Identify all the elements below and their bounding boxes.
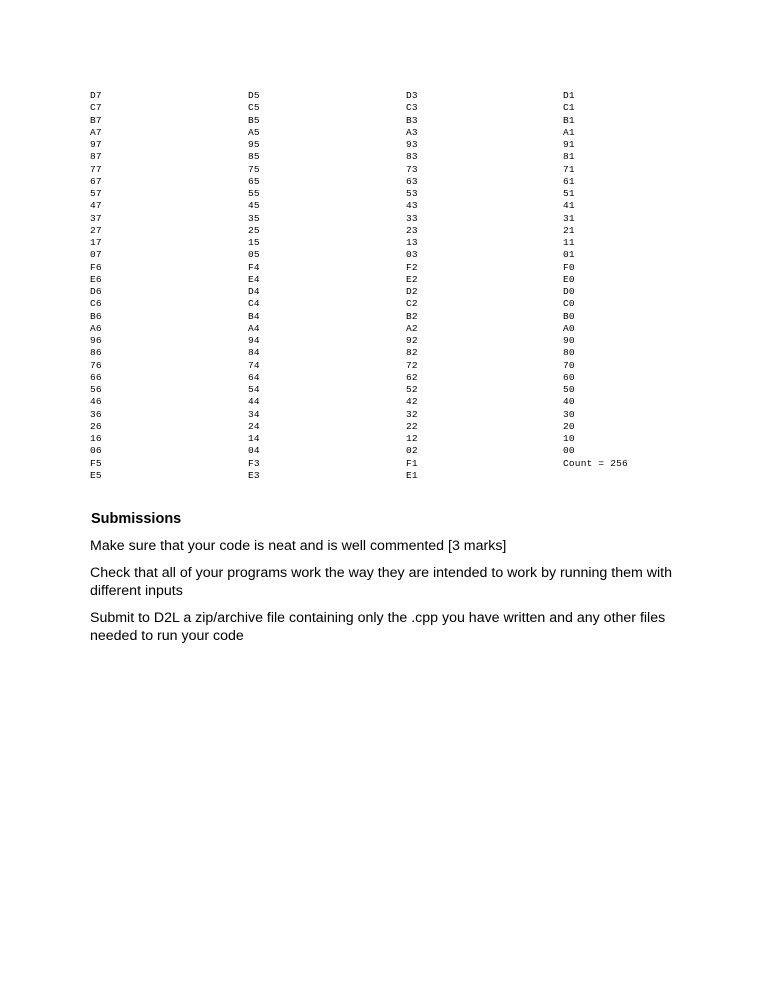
hex-value: 92 <box>406 335 418 346</box>
hex-value: 11 <box>563 237 575 248</box>
hex-value: D4 <box>248 286 260 297</box>
hex-value: 04 <box>248 445 260 457</box>
hex-value: D5 <box>248 90 260 101</box>
hex-value: F1 <box>406 457 418 469</box>
hex-value: 61 <box>563 175 575 187</box>
hex-value: D7 <box>90 90 102 101</box>
hex-value: 05 <box>248 249 260 261</box>
hex-value: A6 <box>90 322 102 334</box>
hex-value: 56 <box>90 384 102 395</box>
hex-value: 01 <box>563 249 575 261</box>
hex-value: 14 <box>248 433 260 444</box>
hex-value: D2 <box>406 286 418 297</box>
hex-value: 03 <box>406 249 418 261</box>
hex-value: 27 <box>90 224 102 236</box>
hex-value: 84 <box>248 347 260 359</box>
hex-value: 07 <box>90 249 102 261</box>
hex-value: 36 <box>90 408 102 420</box>
hex-value: C2 <box>406 298 418 310</box>
hex-value: 44 <box>248 396 260 408</box>
hex-value: 54 <box>248 384 260 395</box>
hex-value: F6 <box>90 261 102 273</box>
paragraph-code-neatness: Make sure that your code is neat and is well commented [3 marks] <box>90 538 507 554</box>
hex-value: D0 <box>563 286 575 297</box>
hex-value: 23 <box>406 224 418 236</box>
hex-value: C5 <box>248 102 260 114</box>
hex-value: 64 <box>248 371 260 383</box>
hex-value: C4 <box>248 298 260 310</box>
hex-value: 60 <box>563 371 575 383</box>
hex-value: 65 <box>248 175 260 187</box>
hex-value: 83 <box>406 151 418 163</box>
hex-value: A3 <box>406 126 418 138</box>
hex-value: B6 <box>90 310 102 322</box>
hex-value: 24 <box>248 420 260 432</box>
hex-value: 53 <box>406 188 418 199</box>
hex-value: 50 <box>563 384 575 395</box>
hex-value: E1 <box>406 469 418 481</box>
hex-value: 87 <box>90 151 102 163</box>
hex-value: 74 <box>248 359 260 371</box>
hex-value: 45 <box>248 200 260 212</box>
hex-value: C0 <box>563 298 575 310</box>
hex-value: C3 <box>406 102 418 114</box>
section-heading: Submissions <box>91 511 182 527</box>
hex-value: 26 <box>90 420 102 432</box>
hex-value: 34 <box>248 408 260 420</box>
hex-value: C7 <box>90 102 102 114</box>
hex-column-4 <box>563 90 703 470</box>
hex-value: 46 <box>90 396 102 408</box>
hex-value: 00 <box>563 445 575 457</box>
hex-value: 16 <box>90 433 102 444</box>
hex-value: Count = 256 <box>563 457 628 469</box>
hex-value: E2 <box>406 273 418 285</box>
hex-value: 90 <box>563 335 575 346</box>
hex-value: 70 <box>563 359 575 371</box>
hex-value: 67 <box>90 175 102 187</box>
hex-value: 42 <box>406 396 418 408</box>
hex-value: 72 <box>406 359 418 371</box>
hex-value: E4 <box>248 273 260 285</box>
hex-value: B2 <box>406 310 418 322</box>
hex-value: 73 <box>406 163 418 175</box>
hex-value: 51 <box>563 188 575 199</box>
hex-value: 35 <box>248 212 260 224</box>
hex-value: 31 <box>563 212 575 224</box>
hex-value: E3 <box>248 469 260 481</box>
hex-value: 71 <box>563 163 575 175</box>
hex-value: F5 <box>90 457 102 469</box>
hex-value: 81 <box>563 151 575 163</box>
hex-value: A0 <box>563 322 575 334</box>
hex-value: 47 <box>90 200 102 212</box>
hex-value: C1 <box>563 102 575 114</box>
hex-value: 75 <box>248 163 260 175</box>
hex-value: 12 <box>406 433 418 444</box>
hex-value: 57 <box>90 188 102 199</box>
hex-value: 62 <box>406 371 418 383</box>
hex-value: 95 <box>248 139 260 150</box>
hex-value: 21 <box>563 224 575 236</box>
hex-value: 10 <box>563 433 575 444</box>
hex-value: 77 <box>90 163 102 175</box>
hex-value: F0 <box>563 261 575 273</box>
hex-value: 32 <box>406 408 418 420</box>
hex-value: A1 <box>563 126 575 138</box>
hex-value: B3 <box>406 114 418 126</box>
hex-value: 94 <box>248 335 260 346</box>
hex-column-3 <box>406 90 546 482</box>
hex-value: 85 <box>248 151 260 163</box>
hex-value: 93 <box>406 139 418 150</box>
paragraph-submit-instructions: Submit to D2L a zip/archive file containing only the .cpp you have written and any other files needed to run your code <box>90 610 666 644</box>
hex-value: F4 <box>248 261 260 273</box>
hex-value: B4 <box>248 310 260 322</box>
hex-value: 80 <box>563 347 575 359</box>
hex-value: F2 <box>406 261 418 273</box>
hex-value: 76 <box>90 359 102 371</box>
hex-value: 20 <box>563 420 575 432</box>
hex-value: 86 <box>90 347 102 359</box>
hex-value: A4 <box>248 322 260 334</box>
hex-value: 33 <box>406 212 418 224</box>
hex-value: 02 <box>406 445 418 457</box>
hex-value: A2 <box>406 322 418 334</box>
paragraph-test-programs: Check that all of your programs work the way they are intended to work by running them with different inputs <box>90 565 672 599</box>
hex-value: 13 <box>406 237 418 248</box>
hex-value: 66 <box>90 371 102 383</box>
hex-value: 25 <box>248 224 260 236</box>
hex-value: 17 <box>90 237 102 248</box>
hex-column-1 <box>90 90 230 482</box>
hex-value: 52 <box>406 384 418 395</box>
hex-value: 91 <box>563 139 575 150</box>
hex-value: 43 <box>406 200 418 212</box>
hex-value: B7 <box>90 114 102 126</box>
hex-value: B0 <box>563 310 575 322</box>
hex-value: 06 <box>90 445 102 457</box>
hex-value: D6 <box>90 286 102 297</box>
hex-value: 96 <box>90 335 102 346</box>
hex-value: 63 <box>406 175 418 187</box>
hex-value: A5 <box>248 126 260 138</box>
hex-value: D3 <box>406 90 418 101</box>
hex-value: B1 <box>563 114 575 126</box>
submissions-section <box>90 510 680 654</box>
hex-value: E5 <box>90 469 102 481</box>
hex-value: 97 <box>90 139 102 150</box>
hex-value: E6 <box>90 273 102 285</box>
hex-column-2 <box>248 90 388 482</box>
hex-value: A7 <box>90 126 102 138</box>
hex-value: C6 <box>90 298 102 310</box>
hex-value: 22 <box>406 420 418 432</box>
hex-value: B5 <box>248 114 260 126</box>
hex-value: 82 <box>406 347 418 359</box>
hex-value: 41 <box>563 200 575 212</box>
hex-value: 30 <box>563 408 575 420</box>
hex-value: 40 <box>563 396 575 408</box>
hex-value: 37 <box>90 212 102 224</box>
hex-value: 15 <box>248 237 260 248</box>
hex-value: 55 <box>248 188 260 199</box>
hex-value: E0 <box>563 273 575 285</box>
hex-value: D1 <box>563 90 575 101</box>
hex-value: F3 <box>248 457 260 469</box>
